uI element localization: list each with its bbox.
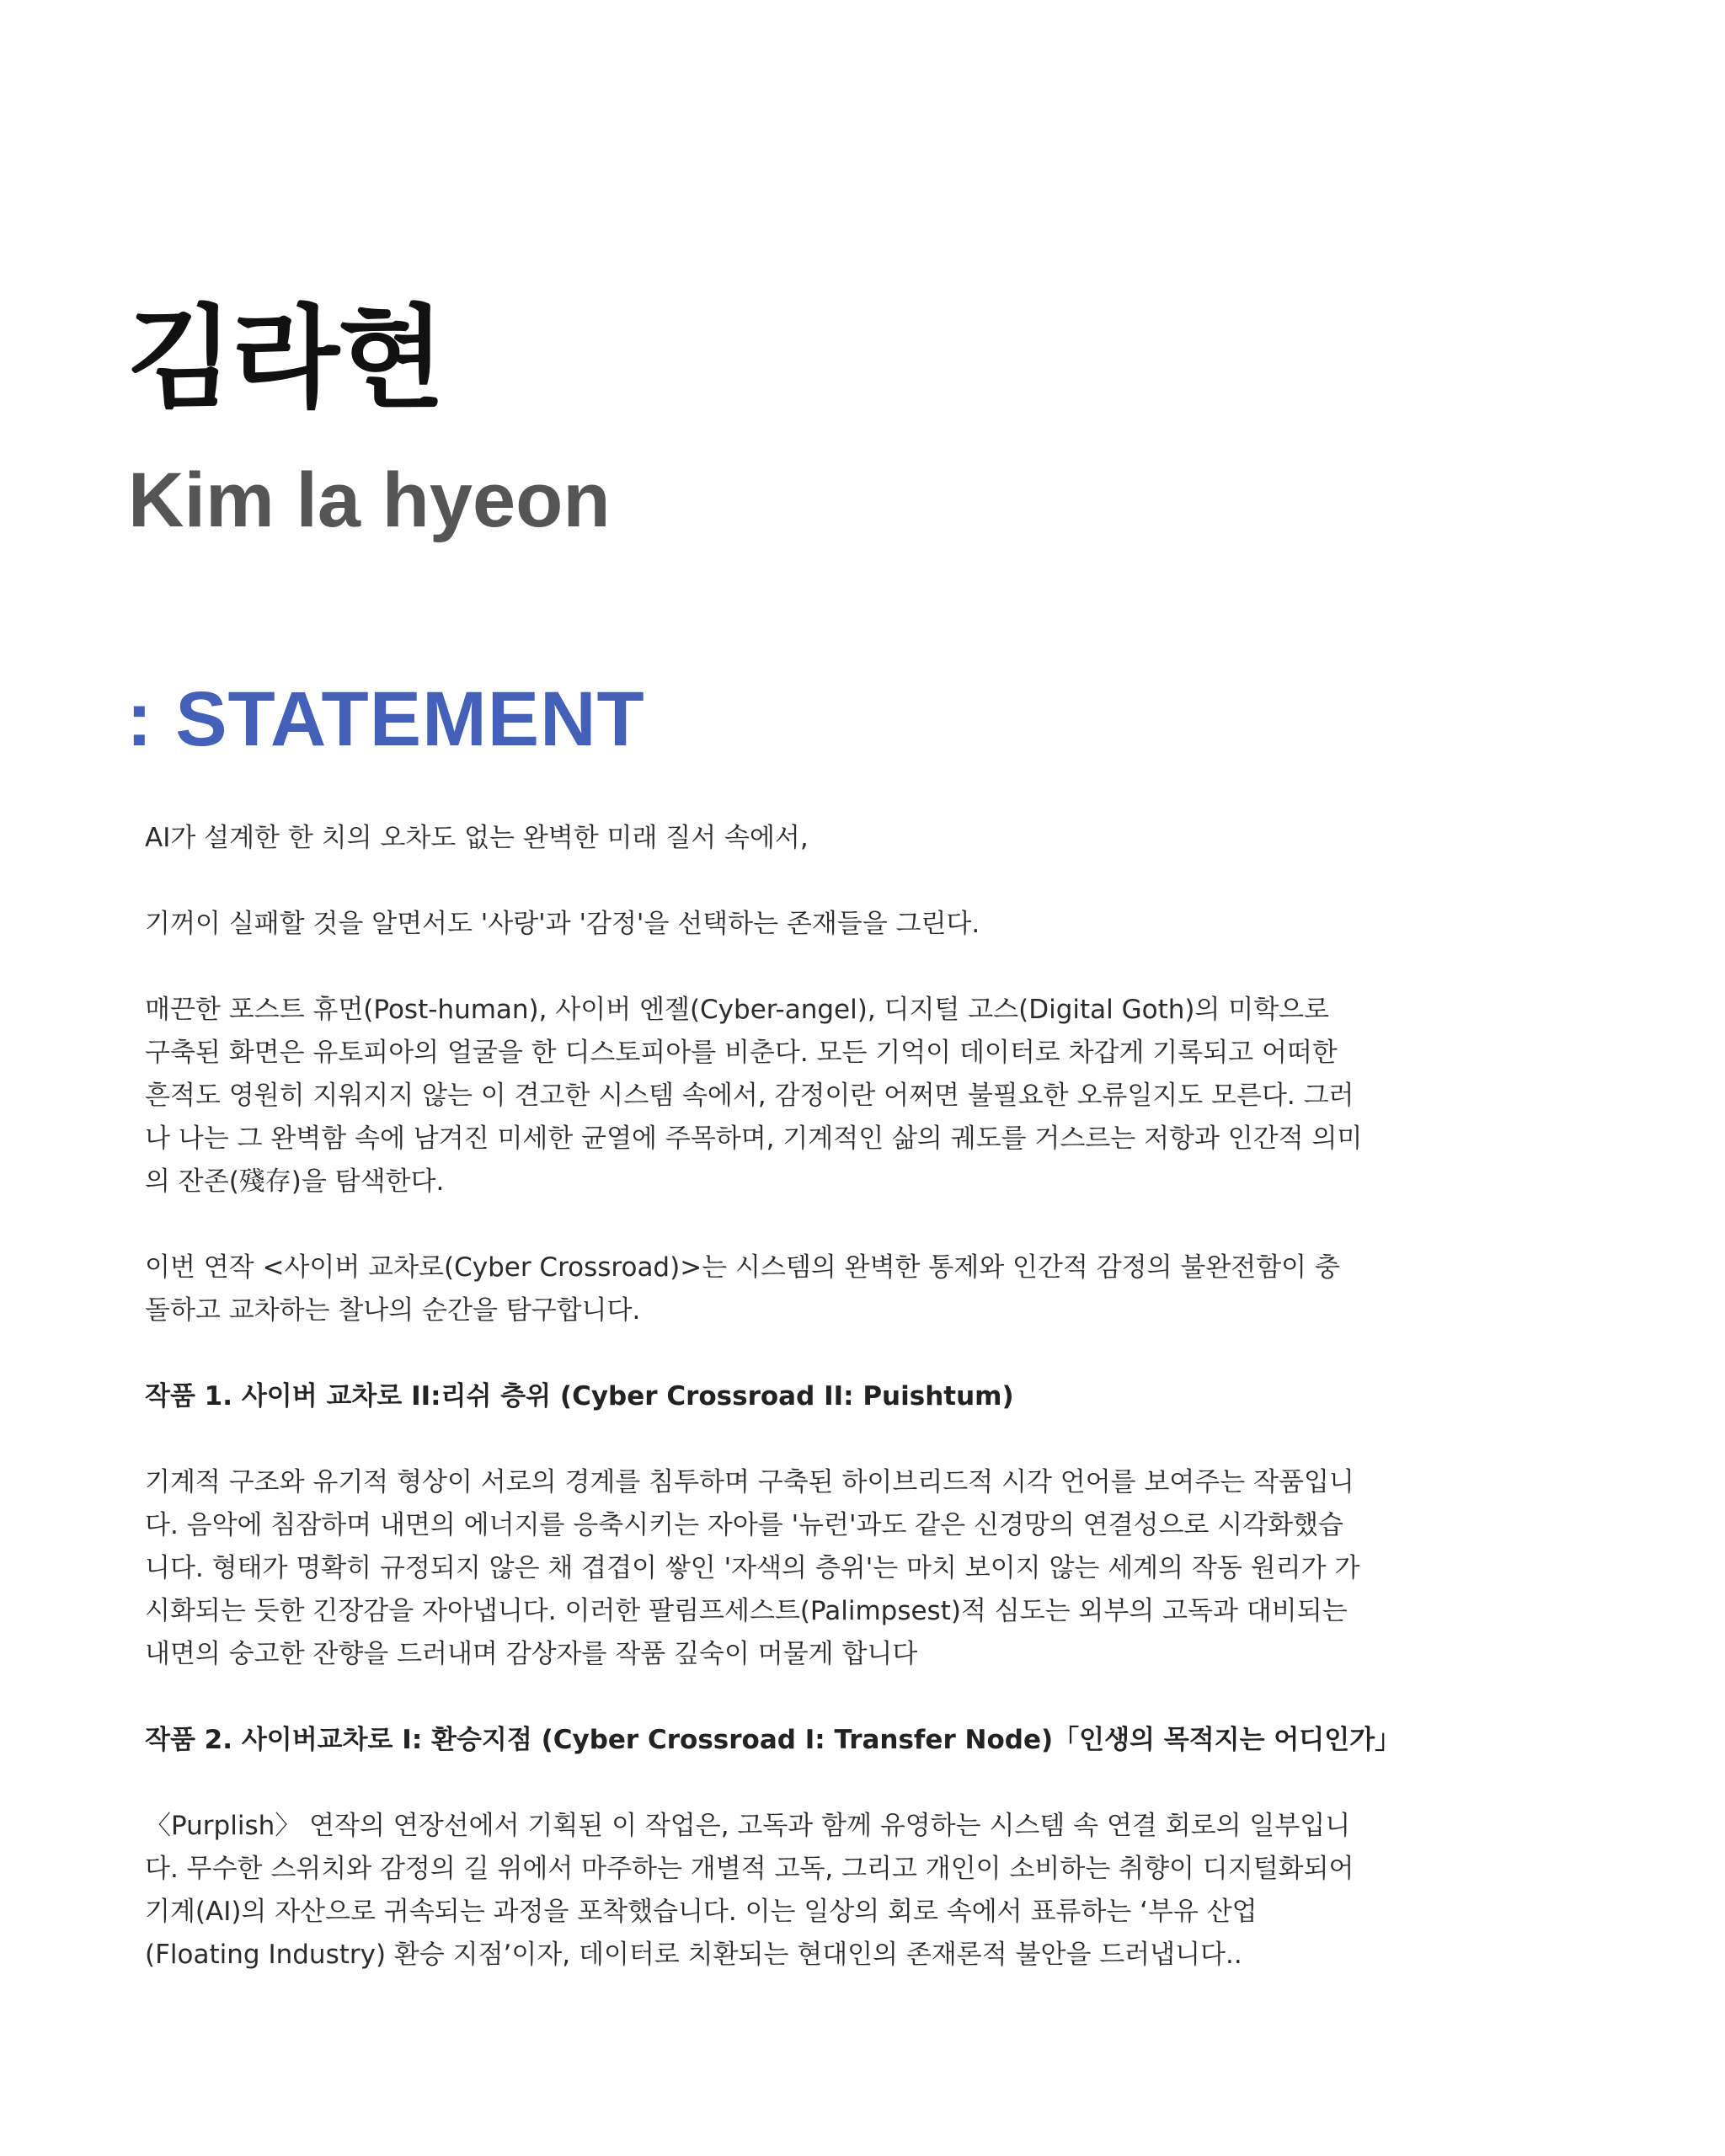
- series-intro: [145, 1246, 1425, 1332]
- paragraph-line: 이번 연작 <사이버 교차로(Cyber Crossroad)>는 시스템의 완벽한 통제와 인간적 감정의 불완전함이 충: [145, 1252, 1340, 1283]
- work-2-description: [145, 1805, 1425, 1977]
- paragraph-line: 시화되는 듯한 긴장감을 자아냅니다. 이러한 팔림프세스트(Palimpsest)적 심도는 외부의 고독과 대비되는: [145, 1596, 1348, 1626]
- paragraph-line: 나 나는 그 완벽함 속에 남겨진 미세한 균열에 주목하며, 기계적인 삶의 궤도를 거스르는 저항과 인간적 의미: [145, 1123, 1363, 1154]
- paragraph-line: 돌하고 교차하는 찰나의 순간을 탐구합니다.: [145, 1295, 641, 1326]
- statement-intro-2: 기꺼이 실패할 것을 알면서도 '사랑'과 '감정'을 선택하는 존재들을 그린다.: [145, 909, 980, 939]
- paragraph-line: 구축된 화면은 유토피아의 얼굴을 한 디스토피아를 비춘다. 모든 기억이 데이터로 차갑게 기록되고 어떠한: [145, 1038, 1338, 1068]
- paragraph-line: 니다. 형태가 명확히 규정되지 않은 채 겹겹이 쌓인 '자색의 층위'는 마치 보이지 않는 세계의 작동 원리가 가: [145, 1553, 1360, 1583]
- paragraph-line: 의 잔존(殘存)을 탐색한다.: [145, 1166, 445, 1197]
- paragraph-line: (Floating Industry) 환승 지점’이자, 데이터로 치환되는 현대인의 존재론적 불안을 드러냅니다..: [145, 1940, 1242, 1970]
- artist-name-korean: 김라현: [126, 294, 444, 424]
- paragraph-line: 기계(AI)의 자산으로 귀속되는 과정을 포착했습니다. 이는 일상의 회로 속에서 표류하는 ‘부유 산업: [145, 1897, 1258, 1927]
- paragraph-line: 다. 무수한 스위치와 감정의 길 위에서 마주하는 개별적 고독, 그리고 개인이 소비하는 취향이 디지털화되어: [145, 1854, 1354, 1884]
- paragraph-line: 흔적도 영원히 지워지지 않는 이 견고한 시스템 속에서, 감정이란 어쩌면 불필요한 오류일지도 모른다. 그러: [145, 1081, 1354, 1111]
- statement-intro-1: AI가 설계한 한 치의 오차도 없는 완벽한 미래 질서 속에서,: [145, 823, 809, 853]
- paragraph-line: 내면의 숭고한 잔향을 드러내며 감상자를 작품 깊숙이 머물게 합니다: [145, 1639, 918, 1669]
- paragraph-line: 다. 음악에 침잠하며 내면의 에너지를 응축시키는 자아를 '뉴런'과도 같은 신경망의 연결성으로 시각화했습: [145, 1510, 1343, 1540]
- paragraph-line: 기계적 구조와 유기적 형상이 서로의 경계를 침투하며 구축된 하이브리드적 시각 언어를 보여주는 작품입니: [145, 1467, 1354, 1497]
- work-1-title: 작품 1. 사이버 교차로 II:리쉬 층위 (Cyber Crossroad II: Puishtum): [145, 1381, 1014, 1412]
- work-1-description: [145, 1461, 1425, 1676]
- work-2-title: 작품 2. 사이버교차로 I: 환승지점 (Cyber Crossroad I: Transfer Node)「인생의 목적지는 어디인가」: [145, 1725, 1402, 1755]
- paragraph-line: 매끈한 포스트 휴먼(Post-human), 사이버 엔젤(Cyber-angel), 디지털 고스(Digital Goth)의 미학으로: [145, 995, 1330, 1025]
- statement-intro-3: [145, 989, 1425, 1203]
- statement-body: [145, 817, 1425, 2020]
- artist-name-english: Kim la hyeon: [128, 457, 611, 543]
- statement-heading: : STATEMENT: [126, 676, 645, 762]
- paragraph-line: 〈Purplish〉 연작의 연장선에서 기획된 이 작업은, 고독과 함께 유영하는 시스템 속 연결 회로의 일부입니: [145, 1811, 1351, 1841]
